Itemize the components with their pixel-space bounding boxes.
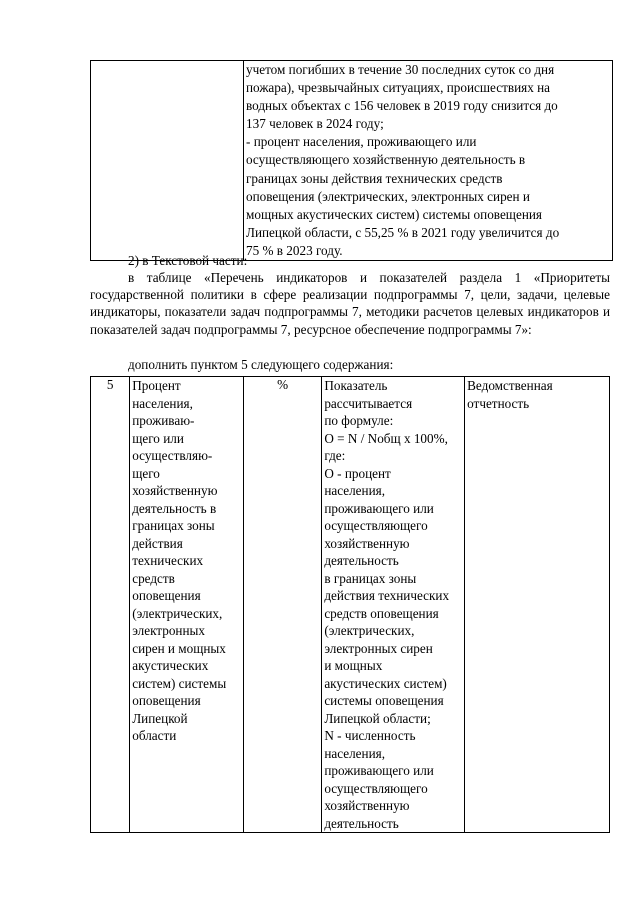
indicator-name-line: технических <box>132 553 204 568</box>
formula-line: системы оповещения <box>324 693 444 708</box>
formula-line: населения, <box>324 483 386 498</box>
formula-line: осуществляющего <box>324 780 428 796</box>
formula-line: деятельность <box>324 553 399 568</box>
continuation-line: границах зоны действия технических средств <box>246 170 503 186</box>
body-paragraph: в таблице «Перечень индикаторов и показателей раздела 1 «Приоритеты государственной политики в сфере реализации подпрограммы 7, цели, задачи, целевые индикаторы, показатели задач подпрограммы 7, методики расчетов целевых индикаторов и показателей задач подпрограммы 7, ресурсное обеспечение подпрограммы 7»: <box>90 270 610 337</box>
formula-line: электронных сирен <box>324 640 433 656</box>
formula-line: проживающего или <box>324 500 434 516</box>
continuation-line: - процент населения, проживающего или <box>246 134 477 150</box>
formula-line: О = N / Nобщ x 100%, <box>324 430 448 446</box>
indicator-name-line: электронных <box>132 623 205 638</box>
continuation-line: водных объектах с 156 человек в 2019 году снизится до <box>246 98 558 114</box>
continuation-line: осуществляющего хозяйственную деятельность в <box>246 152 526 168</box>
formula-line: акустических систем) <box>324 675 447 691</box>
table-row <box>91 377 610 833</box>
indicator-name-line: области <box>132 728 177 743</box>
continuation-left-cell <box>91 61 244 261</box>
indicator-name-line: щего <box>132 465 160 481</box>
formula-line: хозяйственную <box>324 798 410 813</box>
indicator-name-line: Липецкой <box>132 710 188 726</box>
continuation-line: учетом погибших в течение 30 последних суток со дня <box>246 62 555 77</box>
formula-line: проживающего или <box>324 763 434 778</box>
indicator-name-line: проживаю- <box>132 413 195 428</box>
formula-line: Липецкой области; <box>324 710 431 726</box>
item-heading: 2) в Текстовой части: <box>128 253 248 268</box>
continuation-text-cell <box>244 61 613 261</box>
instruction-line: дополнить пунктом 5 следующего содержания: <box>128 357 394 372</box>
indicator-name-line: границах зоны <box>132 518 215 533</box>
formula-line: деятельность <box>324 815 399 831</box>
indicator-name-line: Процент <box>132 378 181 393</box>
indicator-name-line: оповещения <box>132 588 201 603</box>
indicator-name-line: населения, <box>132 395 193 411</box>
formula-line: действия технических <box>324 588 450 603</box>
indicator-name-line: сирен и мощных <box>132 640 226 656</box>
continuation-line: пожара), чрезвычайных ситуациях, происшествиях на <box>246 80 551 96</box>
continuation-line: мощных акустических систем) системы оповещения <box>246 206 542 222</box>
continuation-line: 137 человек в 2024 году; <box>246 116 384 132</box>
formula-line: в границах зоны <box>324 570 417 586</box>
source-line: отчетность <box>467 395 530 411</box>
formula-line: и мощных <box>324 658 383 673</box>
indicator-name-line: акустических <box>132 658 209 673</box>
formula-line: О - процент <box>324 465 391 481</box>
formula-line: N - численность <box>324 728 416 743</box>
indicator-table <box>90 376 610 833</box>
indicator-name-line: оповещения <box>132 693 201 708</box>
formula-cell <box>322 377 465 833</box>
formula-line: хозяйственную <box>324 535 410 551</box>
indicator-name-line: деятельность в <box>132 500 217 516</box>
continuation-line: 75 % в 2023 году. <box>246 242 343 258</box>
formula-line: рассчитывается <box>324 395 413 411</box>
continuation-table <box>90 60 613 261</box>
formula-line: средств оповещения <box>324 605 439 621</box>
indicator-name-cell <box>130 377 244 833</box>
indicator-name-line: систем) системы <box>132 675 227 691</box>
indicator-name-line: действия <box>132 535 183 551</box>
formula-line: по формуле: <box>324 413 394 428</box>
indicator-name-line: средств <box>132 570 175 586</box>
continuation-line: оповещения (электрических, электронных сирен и <box>246 188 530 204</box>
continuation-line: Липецкой области, с 55,25 % в 2021 году увеличится до <box>246 224 560 240</box>
formula-line: населения, <box>324 745 386 761</box>
formula-line: (электрических, <box>324 623 415 638</box>
source-cell <box>465 377 610 833</box>
formula-line: где: <box>324 448 346 463</box>
indicator-name-line: (электрических, <box>132 605 223 621</box>
formula-line: Показатель <box>324 378 388 393</box>
row-number-cell: 5 <box>91 377 130 833</box>
indicator-name-line: щего или <box>132 430 184 446</box>
indicator-name-line: хозяйственную <box>132 483 218 498</box>
formula-line: осуществляющего <box>324 518 428 533</box>
indicator-name-line: осуществляю- <box>132 448 213 463</box>
source-line: Ведомственная <box>467 378 553 393</box>
unit-cell: % <box>243 377 321 833</box>
